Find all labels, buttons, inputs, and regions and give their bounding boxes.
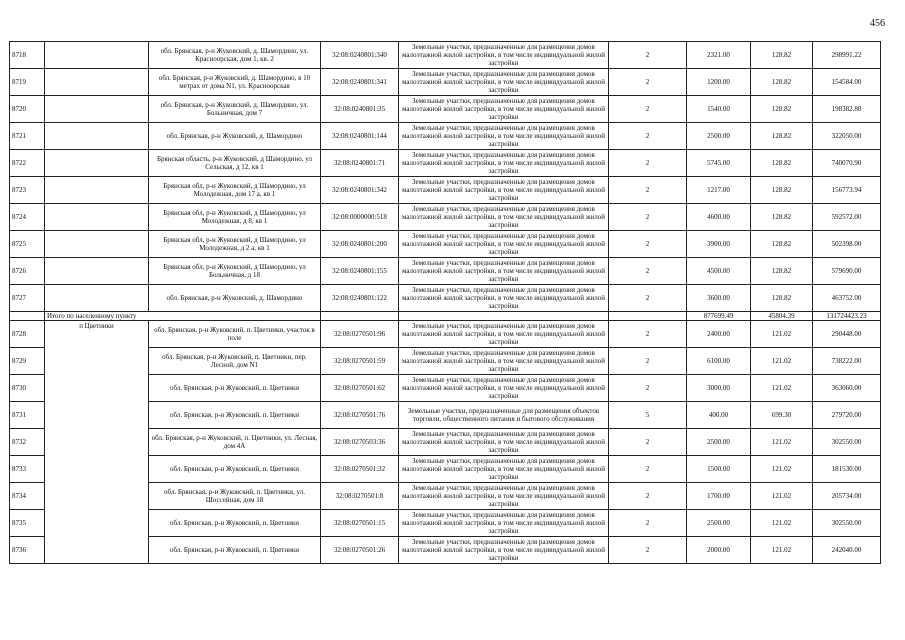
area-cell: 1700.00 bbox=[687, 483, 751, 510]
address-cell: обл. Брянская, р-н Жуковский, д. Шамордино, ул. Красноорская, дом 1, кв. 2 bbox=[149, 42, 321, 69]
table-row bbox=[10, 96, 881, 123]
rate-cell: 128.82 bbox=[751, 42, 813, 69]
group-cell: 2 bbox=[609, 96, 687, 123]
group-cell: 2 bbox=[609, 348, 687, 375]
land-use-cell: Земельные участки, предназначенные для размещения домов малоэтажной жилой застройки, в том числе индивидуальной жилой застройки bbox=[399, 177, 609, 204]
group-cell: 2 bbox=[609, 456, 687, 483]
address-cell: обл. Брянская, р-н Жуковский, д. Шамордино, ул. Больничная, дом 7 bbox=[149, 96, 321, 123]
locality-cell bbox=[45, 285, 149, 312]
rate-cell: 128.82 bbox=[751, 204, 813, 231]
locality-cell bbox=[45, 321, 149, 564]
cadastral-number-cell: 32:08:0270501:62 bbox=[321, 375, 399, 402]
land-use-cell: Земельные участки, предназначенные для размещения домов малоэтажной жилой застройки, в том числе индивидуальной жилой застройки bbox=[399, 123, 609, 150]
row-number: 8726 bbox=[10, 258, 45, 285]
area-cell: 400.00 bbox=[687, 402, 751, 429]
locality-cell bbox=[45, 69, 149, 96]
group-cell: 2 bbox=[609, 123, 687, 150]
cadastral-value-cell: 198382.80 bbox=[813, 96, 881, 123]
land-use-cell: Земельные участки, предназначенные для размещения домов малоэтажной жилой застройки, в том числе индивидуальной жилой застройки bbox=[399, 285, 609, 312]
land-registry-table bbox=[9, 41, 881, 564]
locality-cell bbox=[45, 258, 149, 285]
row-number: 8724 bbox=[10, 204, 45, 231]
address-cell: обл. Брянская, р-н Жуковский, д. Шамордино bbox=[149, 123, 321, 150]
table-row bbox=[10, 150, 881, 177]
cadastral-value-cell: 156773.94 bbox=[813, 177, 881, 204]
area-cell: 1200.00 bbox=[687, 69, 751, 96]
table-row bbox=[10, 123, 881, 150]
address-cell: обл. Брянская, р-н Жуковский, д. Шамордино bbox=[149, 285, 321, 312]
land-use-cell: Земельные участки, предназначенные для размещения объектов торговли, общественного питания и бытового обслуживания bbox=[399, 402, 609, 429]
cadastral-number-cell: 32:08:0240801:122 bbox=[321, 285, 399, 312]
cadastral-value-cell: 181530.00 bbox=[813, 456, 881, 483]
rate-cell: 128.82 bbox=[751, 177, 813, 204]
rate-cell: 121.02 bbox=[751, 321, 813, 348]
address-cell: обл. Брянская, р-н Жуковский, д. Шамордино, в 10 метрах от дома N1, ул. Красноорская bbox=[149, 69, 321, 96]
address-cell: Брянская обл, р-н Жуковский, д Шамордино, ул Молодежная, д 2 а, кв 1 bbox=[149, 231, 321, 258]
cadastral-number-cell: 32:08:0240801:155 bbox=[321, 258, 399, 285]
cadastral-number-cell: 32:08:0240801:342 bbox=[321, 177, 399, 204]
address-cell: обл. Брянская, р-н Жуковский, п. Цветники, ул. Лесная, дом 4А bbox=[149, 429, 321, 456]
area-cell: 3000.00 bbox=[687, 375, 751, 402]
group-cell: 2 bbox=[609, 510, 687, 537]
cadastral-value-cell: 579690.00 bbox=[813, 258, 881, 285]
address-cell: Брянская обл, р-н Жуковский, д Шамордино, ул Больничная, д 18 bbox=[149, 258, 321, 285]
table-row bbox=[10, 69, 881, 96]
land-use-cell: Земельные участки, предназначенные для размещения домов малоэтажной жилой застройки, в том числе индивидуальной жилой застройки bbox=[399, 429, 609, 456]
group-cell: 2 bbox=[609, 204, 687, 231]
land-use-cell: Земельные участки, предназначенные для размещения домов малоэтажной жилой застройки, в том числе индивидуальной жилой застройки bbox=[399, 96, 609, 123]
address-cell: обл. Брянская, р-н Жуковский, п. Цветники bbox=[149, 402, 321, 429]
cadastral-number-cell: 32:08:0240801:35 bbox=[321, 96, 399, 123]
cadastral-number-cell: 32:08:0270501:96 bbox=[321, 321, 399, 348]
rate-cell: 121.02 bbox=[751, 348, 813, 375]
address-cell: обл. Брянская, р-н Жуковский, п. Цветники bbox=[149, 537, 321, 564]
cadastral-value-cell: 302550.00 bbox=[813, 510, 881, 537]
cadastral-value-cell: 363060.00 bbox=[813, 375, 881, 402]
row-number: 8721 bbox=[10, 123, 45, 150]
address-cell: обл. Брянская, р-н Жуковский, п. Цветники, пер. Лесной, дом N1 bbox=[149, 348, 321, 375]
cadastral-value-cell: 740070.90 bbox=[813, 150, 881, 177]
area-cell: 1540.00 bbox=[687, 96, 751, 123]
cadastral-value-cell: 205734.00 bbox=[813, 483, 881, 510]
cadastral-value-cell: 502398.00 bbox=[813, 231, 881, 258]
row-number: 8729 bbox=[10, 348, 45, 375]
land-use-cell: Земельные участки, предназначенные для размещения домов малоэтажной жилой застройки, в том числе индивидуальной жилой застройки bbox=[399, 510, 609, 537]
cadastral-number-cell: 32:08:0270501:8 bbox=[321, 483, 399, 510]
cadastral-number-cell: 32:08:0270503:36 bbox=[321, 429, 399, 456]
locality-cell bbox=[45, 150, 149, 177]
row-number: 8722 bbox=[10, 150, 45, 177]
group-cell: 2 bbox=[609, 429, 687, 456]
land-use-cell: Земельные участки, предназначенные для размещения домов малоэтажной жилой застройки, в том числе индивидуальной жилой застройки bbox=[399, 42, 609, 69]
rate-cell: 121.02 bbox=[751, 537, 813, 564]
group-cell: 2 bbox=[609, 231, 687, 258]
total-empty-cell bbox=[609, 312, 687, 321]
land-use-cell: Земельные участки, предназначенные для размещения домов малоэтажной жилой застройки, в том числе индивидуальной жилой застройки bbox=[399, 231, 609, 258]
table-row bbox=[10, 231, 881, 258]
total-number-cell bbox=[10, 312, 45, 321]
cadastral-value-cell: 302550.00 bbox=[813, 429, 881, 456]
row-number: 8727 bbox=[10, 285, 45, 312]
locality-cell bbox=[45, 123, 149, 150]
total-label: Итого по населенному пункту bbox=[45, 312, 321, 321]
cadastral-number-cell: 32:08:0270501:26 bbox=[321, 537, 399, 564]
cadastral-number-cell: 32:08:0270501:15 bbox=[321, 510, 399, 537]
locality-cell bbox=[45, 231, 149, 258]
locality-cell bbox=[45, 42, 149, 69]
group-cell: 2 bbox=[609, 483, 687, 510]
locality-name: п Цветники bbox=[79, 322, 114, 331]
area-cell: 5745.00 bbox=[687, 150, 751, 177]
row-number: 8718 bbox=[10, 42, 45, 69]
row-number: 8734 bbox=[10, 483, 45, 510]
land-use-cell: Земельные участки, предназначенные для размещения домов малоэтажной жилой застройки, в том числе индивидуальной жилой застройки bbox=[399, 321, 609, 348]
rate-cell: 121.02 bbox=[751, 429, 813, 456]
cadastral-number-cell: 32:08:0270501:59 bbox=[321, 348, 399, 375]
group-cell: 2 bbox=[609, 177, 687, 204]
land-use-cell: Земельные участки, предназначенные для размещения домов малоэтажной жилой застройки, в том числе индивидуальной жилой застройки bbox=[399, 456, 609, 483]
rate-cell: 128.82 bbox=[751, 258, 813, 285]
rate-cell: 121.02 bbox=[751, 456, 813, 483]
area-cell: 1500.00 bbox=[687, 456, 751, 483]
address-cell: обл. Брянская, р-н Жуковский, п. Цветники, ул. Шоссейная, дом 18 bbox=[149, 483, 321, 510]
area-cell: 1217.00 bbox=[687, 177, 751, 204]
rate-cell: 121.02 bbox=[751, 375, 813, 402]
address-cell: Брянская обл, р-н Жуковский, д Шамордино, ул Молодежная, д 8, кв 1 bbox=[149, 204, 321, 231]
area-cell: 2500.00 bbox=[687, 429, 751, 456]
group-cell: 2 bbox=[609, 375, 687, 402]
table-row bbox=[10, 177, 881, 204]
group-cell: 5 bbox=[609, 402, 687, 429]
cadastral-number-cell: 32:08:0270501:76 bbox=[321, 402, 399, 429]
address-cell: обл. Брянская, р-н Жуковский, п. Цветники bbox=[149, 510, 321, 537]
cadastral-value-cell: 242040.00 bbox=[813, 537, 881, 564]
table-body bbox=[10, 42, 881, 564]
total-empty-cell bbox=[399, 312, 609, 321]
group-cell: 2 bbox=[609, 42, 687, 69]
row-number: 8732 bbox=[10, 429, 45, 456]
cadastral-number-cell: 32:08:0240801:200 bbox=[321, 231, 399, 258]
locality-cell bbox=[45, 177, 149, 204]
cadastral-value-cell: 463752.00 bbox=[813, 285, 881, 312]
row-number: 8733 bbox=[10, 456, 45, 483]
rate-cell: 128.82 bbox=[751, 231, 813, 258]
cadastral-number-cell: 32:08:0240801:340 bbox=[321, 42, 399, 69]
rate-cell: 128.82 bbox=[751, 285, 813, 312]
table-row bbox=[10, 258, 881, 285]
rate-cell: 128.82 bbox=[751, 69, 813, 96]
area-cell: 4600.00 bbox=[687, 204, 751, 231]
address-cell: обл. Брянская, р-н Жуковский, п. Цветники, участок в поле bbox=[149, 321, 321, 348]
area-cell: 6100.00 bbox=[687, 348, 751, 375]
group-cell: 2 bbox=[609, 285, 687, 312]
cadastral-number-cell: 32:08:0240801:144 bbox=[321, 123, 399, 150]
total-rate: 45804.39 bbox=[751, 312, 813, 321]
land-use-cell: Земельные участки, предназначенные для размещения домов малоэтажной жилой застройки, в том числе индивидуальной жилой застройки bbox=[399, 258, 609, 285]
total-value: 131724423.23 bbox=[813, 312, 881, 321]
area-cell: 2500.00 bbox=[687, 123, 751, 150]
cadastral-number-cell: 32:08:0000000:518 bbox=[321, 204, 399, 231]
land-use-cell: Земельные участки, предназначенные для размещения домов малоэтажной жилой застройки, в том числе индивидуальной жилой застройки bbox=[399, 348, 609, 375]
group-cell: 2 bbox=[609, 258, 687, 285]
row-number: 8719 bbox=[10, 69, 45, 96]
locality-cell bbox=[45, 96, 149, 123]
group-cell: 2 bbox=[609, 69, 687, 96]
rate-cell: 699.30 bbox=[751, 402, 813, 429]
land-use-cell: Земельные участки, предназначенные для размещения домов малоэтажной жилой застройки, в том числе индивидуальной жилой застройки bbox=[399, 69, 609, 96]
cadastral-value-cell: 298991.22 bbox=[813, 42, 881, 69]
cadastral-value-cell: 592572.00 bbox=[813, 204, 881, 231]
address-cell: Брянская обл, р-н Жуковский, д Шамордино, ул Молодежная, дом 17 а, кв 1 bbox=[149, 177, 321, 204]
locality-cell bbox=[45, 204, 149, 231]
total-empty-cell bbox=[321, 312, 399, 321]
area-cell: 2321.00 bbox=[687, 42, 751, 69]
rate-cell: 121.02 bbox=[751, 510, 813, 537]
land-use-cell: Земельные участки, предназначенные для размещения домов малоэтажной жилой застройки, в том числе индивидуальной жилой застройки bbox=[399, 537, 609, 564]
total-area: 877699.49 bbox=[687, 312, 751, 321]
group-cell: 2 bbox=[609, 321, 687, 348]
cadastral-number-cell: 32:08:0240801:341 bbox=[321, 69, 399, 96]
land-use-cell: Земельные участки, предназначенные для размещения домов малоэтажной жилой застройки, в том числе индивидуальной жилой застройки bbox=[399, 375, 609, 402]
group-cell: 2 bbox=[609, 537, 687, 564]
area-cell: 3900.00 bbox=[687, 231, 751, 258]
page-number: 456 bbox=[870, 18, 885, 29]
area-cell: 4500.00 bbox=[687, 258, 751, 285]
rate-cell: 128.82 bbox=[751, 96, 813, 123]
rate-cell: 128.82 bbox=[751, 123, 813, 150]
table-row bbox=[10, 42, 881, 69]
cadastral-value-cell: 322050.00 bbox=[813, 123, 881, 150]
table-row bbox=[10, 285, 881, 312]
area-cell: 2000.00 bbox=[687, 537, 751, 564]
row-number: 8725 bbox=[10, 231, 45, 258]
row-number: 8730 bbox=[10, 375, 45, 402]
area-cell: 2500.00 bbox=[687, 510, 751, 537]
land-use-cell: Земельные участки, предназначенные для размещения домов малоэтажной жилой застройки, в том числе индивидуальной жилой застройки bbox=[399, 150, 609, 177]
address-cell: обл. Брянская, р-н Жуковский, п. Цветники bbox=[149, 456, 321, 483]
table-row bbox=[10, 204, 881, 231]
total-row bbox=[10, 312, 881, 321]
address-cell: обл. Брянская, р-н Жуковский, п. Цветники bbox=[149, 375, 321, 402]
land-use-cell: Земельные участки, предназначенные для размещения домов малоэтажной жилой застройки, в том числе индивидуальной жилой застройки bbox=[399, 204, 609, 231]
table-row bbox=[10, 321, 881, 348]
rate-cell: 128.82 bbox=[751, 150, 813, 177]
group-cell: 2 bbox=[609, 150, 687, 177]
row-number: 8735 bbox=[10, 510, 45, 537]
cadastral-value-cell: 279720.00 bbox=[813, 402, 881, 429]
address-cell: Брянская область, р-н Жуковский, д Шамордино, ул Сельская, д 12, кв 1 bbox=[149, 150, 321, 177]
row-number: 8728 bbox=[10, 321, 45, 348]
row-number: 8731 bbox=[10, 402, 45, 429]
row-number: 8736 bbox=[10, 537, 45, 564]
cadastral-number-cell: 32:08:0270501:32 bbox=[321, 456, 399, 483]
row-number: 8723 bbox=[10, 177, 45, 204]
land-use-cell: Земельные участки, предназначенные для размещения домов малоэтажной жилой застройки, в том числе индивидуальной жилой застройки bbox=[399, 483, 609, 510]
row-number: 8720 bbox=[10, 96, 45, 123]
area-cell: 2400.00 bbox=[687, 321, 751, 348]
area-cell: 3600.00 bbox=[687, 285, 751, 312]
cadastral-value-cell: 738222.00 bbox=[813, 348, 881, 375]
cadastral-number-cell: 32:08:0240801:71 bbox=[321, 150, 399, 177]
rate-cell: 121.02 bbox=[751, 483, 813, 510]
cadastral-value-cell: 290448.00 bbox=[813, 321, 881, 348]
cadastral-value-cell: 154584.00 bbox=[813, 69, 881, 96]
